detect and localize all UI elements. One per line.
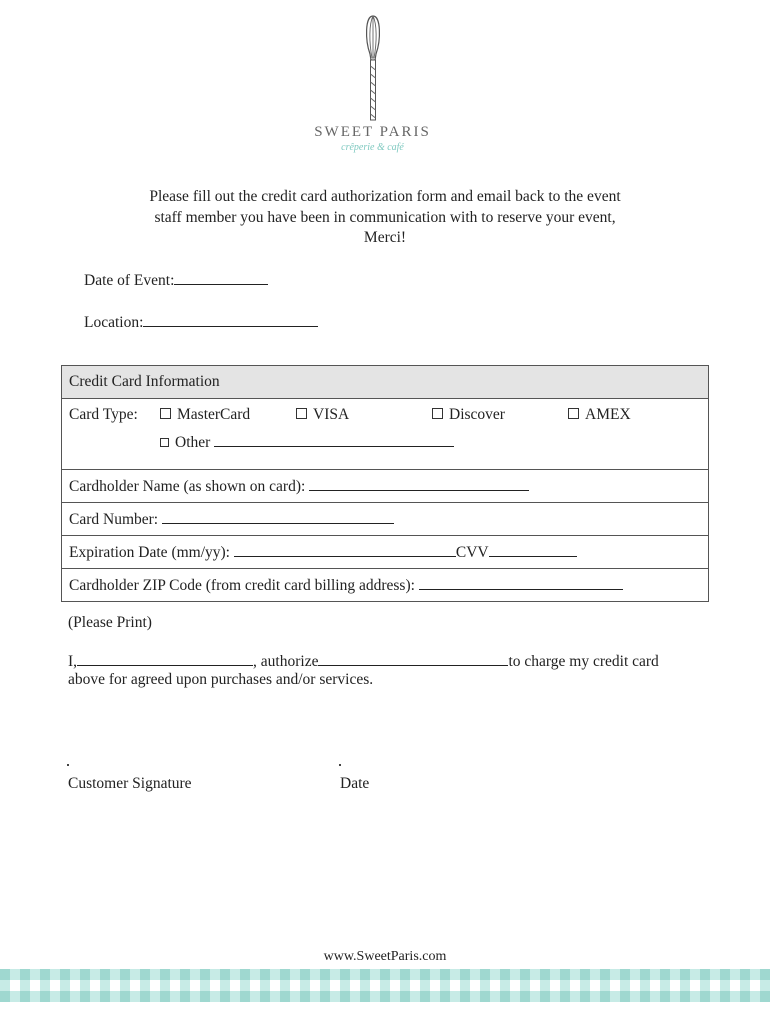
checkbox-icon[interactable] — [296, 408, 307, 419]
intro-paragraph — [80, 187, 690, 249]
whisk-icon — [361, 14, 385, 122]
print-note: (Please Print) — [68, 614, 152, 631]
brand-logo — [300, 14, 445, 164]
expiration-row — [62, 536, 709, 569]
brand-name: SWEET PARIS — [314, 124, 431, 140]
checkbox-icon[interactable] — [160, 438, 169, 447]
signature-date-label: Date — [340, 775, 370, 792]
name-blank[interactable] — [77, 651, 253, 666]
date-of-event-field[interactable] — [84, 270, 268, 290]
checkbox-icon[interactable] — [160, 408, 171, 419]
other-blank[interactable] — [214, 432, 454, 447]
date-dot — [339, 764, 341, 766]
option-discover[interactable]: Discover — [432, 406, 505, 424]
zip-row — [62, 569, 709, 602]
authorize-suffix: to charge my credit card — [508, 653, 659, 670]
card-number-blank[interactable] — [162, 509, 394, 524]
date-of-event-blank[interactable] — [174, 270, 268, 285]
cvv-blank[interactable] — [489, 542, 577, 557]
option-visa[interactable]: VISA — [296, 406, 349, 424]
cardholder-name-blank[interactable] — [309, 476, 529, 491]
website-link[interactable]: www.SweetParis.com — [323, 949, 447, 964]
gingham-band — [0, 969, 770, 1002]
brand-tagline: crêperie & café — [341, 142, 404, 153]
table-header-row — [62, 366, 709, 399]
expiration-blank[interactable] — [234, 542, 456, 557]
location-label: Location: — [84, 314, 144, 331]
option-other[interactable]: Other — [160, 432, 454, 452]
zip-label: Cardholder ZIP Code (from credit card billing address): — [69, 577, 415, 594]
table-header: Credit Card Information — [62, 366, 709, 399]
checkbox-icon[interactable] — [432, 408, 443, 419]
credit-card-table — [61, 365, 709, 602]
card-number-row — [62, 503, 709, 536]
checkbox-icon[interactable] — [568, 408, 579, 419]
zip-blank[interactable] — [419, 575, 623, 590]
cvv-label: CVV — [455, 544, 489, 561]
authorize-line-2: above for agreed upon purchases and/or services. — [68, 671, 374, 688]
option-mastercard[interactable]: MasterCard — [160, 406, 250, 424]
location-field[interactable] — [84, 312, 318, 332]
authorize-business-blank[interactable] — [318, 651, 508, 666]
location-blank[interactable] — [143, 312, 318, 327]
intro-line-1: Please fill out the credit card authorization form and email back to the event — [149, 188, 621, 205]
intro-line-3: Merci! — [363, 229, 407, 246]
signature-dot — [67, 764, 69, 766]
cardholder-name-row — [62, 470, 709, 503]
option-amex[interactable]: AMEX — [568, 406, 631, 424]
customer-signature-label: Customer Signature — [68, 775, 192, 792]
date-of-event-label: Date of Event: — [84, 272, 175, 289]
authorization-statement — [68, 651, 708, 689]
card-number-label: Card Number: — [69, 511, 159, 528]
card-type-label: Card Type: — [69, 406, 138, 423]
authorize-middle: , authorize — [253, 653, 319, 670]
intro-line-2: staff member you have been in communication with to reserve your event, — [154, 208, 616, 226]
cardholder-name-label: Cardholder Name (as shown on card): — [69, 478, 306, 495]
authorize-prefix: I, — [68, 653, 78, 670]
card-type-row — [62, 399, 709, 470]
expiration-label: Expiration Date (mm/yy): — [69, 544, 230, 561]
